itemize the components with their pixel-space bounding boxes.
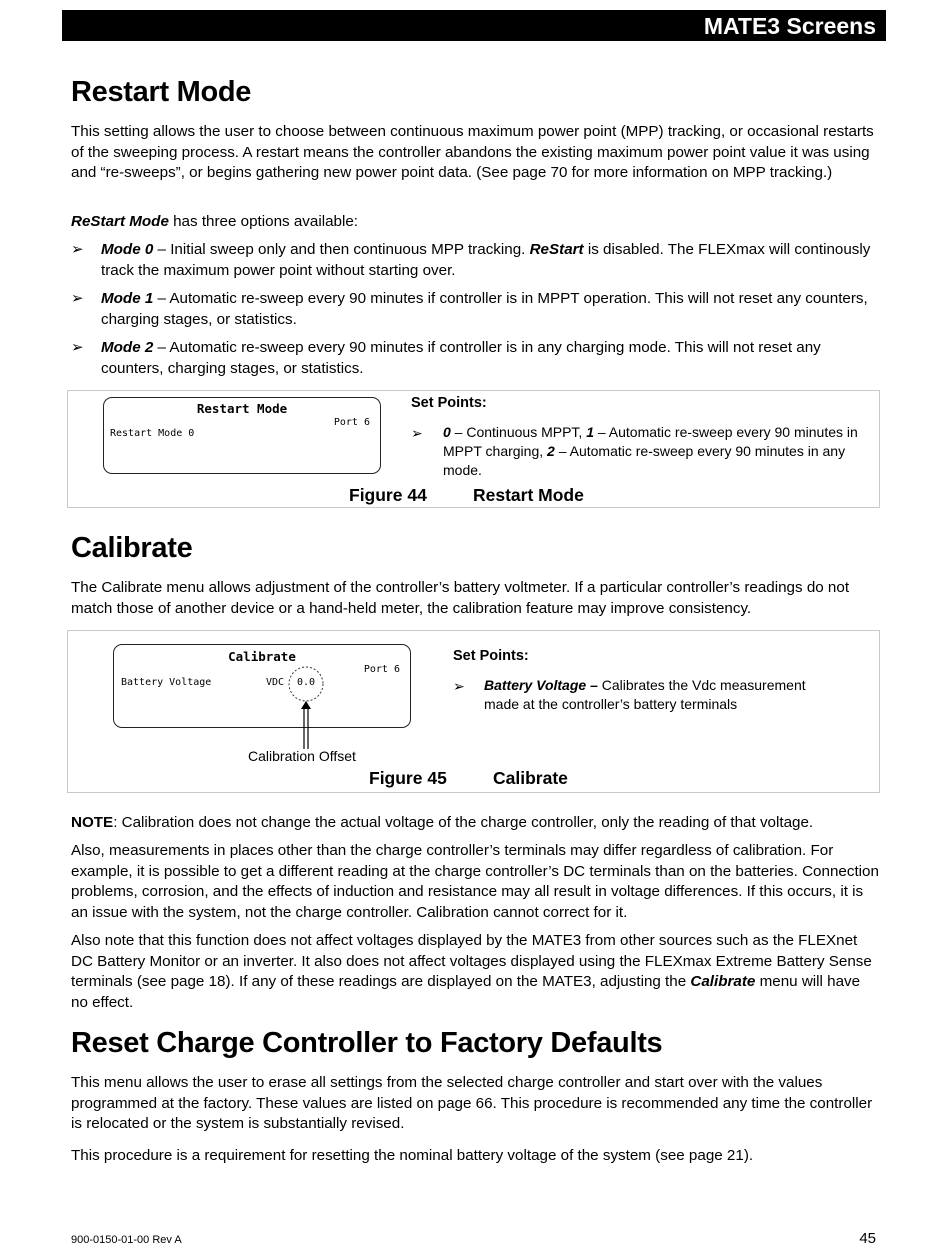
figure-44-box — [67, 390, 880, 508]
page-number: 45 — [859, 1230, 876, 1247]
reset-paragraph-1: This menu allows the user to erase all settings from the selected charge controller and start over with the values programmed at the factory. These values are listed on page 66. This procedure is recommended any time the controller is relocated or the system is substantially revised. — [71, 1074, 873, 1133]
calibrate-heading: Calibrate — [71, 532, 193, 564]
header-bar — [62, 10, 886, 41]
bullet-arrow-icon: ➢ — [453, 678, 465, 694]
bullet-arrow-icon: ➢ — [71, 290, 84, 307]
other-sources-paragraph — [71, 931, 881, 1013]
calibrate-term: Calibrate — [690, 973, 756, 991]
lcd-battery-voltage-label: Battery Voltage — [121, 677, 212, 688]
battery-voltage-term: Battery Voltage – — [484, 677, 598, 693]
calibration-offset-label: Calibration Offset — [248, 748, 356, 764]
arrow-head-icon — [301, 701, 311, 709]
mode-2-term: Mode 2 — [101, 339, 154, 356]
bullet-arrow-icon: ➢ — [71, 339, 84, 356]
lcd-port: Port 6 — [333, 417, 370, 428]
mode-1-text: – Automatic re-sweep every 90 minutes if controller is in MPPT operation. This will not reset any counters, charging stages, or statistics. — [101, 290, 868, 328]
restart-mode-options-text: has three options available: — [168, 213, 359, 230]
figure-45-box — [67, 630, 880, 793]
setpoint-2-text: – Automatic re-sweep every 90 minutes in any mode. — [443, 443, 846, 478]
restart-mode-options — [71, 212, 881, 233]
reset-paragraph-2: This procedure is a requirement for resetting the nominal battery voltage of the system (see page 21). — [71, 1147, 754, 1164]
lcd-restart-mode-row: Restart Mode 0 — [110, 428, 195, 439]
mode-0-term: Mode 0 — [101, 241, 154, 258]
set-points-title: Set Points: — [411, 395, 487, 411]
note-paragraph — [71, 813, 881, 834]
lcd-vdc-unit: VDC — [266, 677, 285, 688]
restart-mode-lcd-screen — [103, 397, 381, 474]
measurement-paragraph: Also, measurements in places other than the charge controller’s terminals may differ regardless of calibration. For example, it is possible to get a different reading at the charge controller’s DC terminals than on the batteries. Connection problems, corrosion, and the effects of induction and resistance may all result in voltage differences. If this occurs, it is an issue with the system, not the charge controller. Calibration cannot correct for it. — [71, 842, 879, 921]
other-sources-text-a: Also note that this function does not affect voltages displayed by the MATE3 from other sources such as the FLEXnet DC Battery Monitor or an inverter. It also does not affect voltages displayed using the FLEXmax Extreme Battery Sense terminals (see page 18). If any of these readings are displayed on the MATE3, adjusting the — [71, 932, 872, 991]
reset-heading: Reset Charge Controller to Factory Defaults — [71, 1027, 663, 1059]
calibrate-intro: The Calibrate menu allows adjustment of the controller’s battery voltmeter. If a particular controller’s readings do not match those of another device or a hand-held meter, the calibration feature may improve consistency. — [71, 579, 850, 617]
mode-0-text-a: – Initial sweep only and then continuous MPP tracking. — [153, 241, 530, 258]
restart-mode-heading: Restart Mode — [71, 76, 252, 108]
restart-mode-term: ReStart Mode — [71, 213, 169, 230]
figure-44-number: Figure 44 — [349, 485, 427, 505]
battery-voltage-text: Calibrates the Vdc measurement made at the controller’s battery terminals — [484, 677, 806, 712]
document-number: 900-0150-01-00 Rev A — [71, 1234, 182, 1246]
figure-45-title: Calibrate — [493, 768, 568, 788]
mode-1-term: Mode 1 — [101, 290, 154, 307]
battery-voltage-setpoint — [484, 676, 829, 714]
calibrate-lcd-screen — [113, 644, 411, 728]
mode-2-text: – Automatic re-sweep every 90 minutes if controller is in any charging mode. This will not reset any counters, charging stages, or statistics. — [101, 339, 821, 377]
restart-mode-intro: This setting allows the user to choose between continuous maximum power point (MPP) tracking, or occasional restarts of the sweeping process. A restart means the controller abandons the existing maximum power point value it was using and “re-sweeps”, or begins gathering new power point data. (See page 70 for more information on MPP tracking.) — [71, 123, 874, 182]
setpoint-1-text: – Automatic re-sweep every 90 minutes in MPPT charging, — [443, 424, 858, 459]
lcd-calibration-value: 0.0 — [297, 677, 316, 688]
other-sources-text-b: menu will have no effect. — [71, 973, 861, 1011]
bullet-arrow-icon: ➢ — [71, 241, 84, 258]
figure-45-number: Figure 45 — [369, 768, 447, 788]
setpoint-0-text: – Continuous MPPT, — [450, 424, 587, 440]
note-label: NOTE — [71, 814, 114, 831]
lcd-port: Port 6 — [363, 664, 400, 675]
offset-highlight-circle — [289, 667, 323, 701]
calibration-offset-pointer — [283, 661, 333, 751]
setpoint-1: 1 — [586, 424, 594, 440]
set-points-desc — [443, 423, 863, 480]
set-points-title: Set Points: — [453, 648, 529, 664]
mode-0-text-b: is disabled. The FLEXmax will continously track the maximum power point without starting over. — [101, 241, 871, 279]
bullet-arrow-icon: ➢ — [411, 425, 423, 441]
setpoint-0: 0 — [443, 424, 451, 440]
lcd-title: Restart Mode — [196, 401, 288, 416]
lcd-title: Calibrate — [228, 649, 296, 664]
header-title: MATE3 Screens — [703, 13, 876, 39]
note-text: : Calibration does not change the actual voltage of the charge controller, only the reading of that voltage. — [113, 814, 814, 831]
setpoint-2: 2 — [547, 443, 555, 459]
figure-44-title: Restart Mode — [473, 485, 584, 505]
restart-term: ReStart — [529, 241, 584, 258]
